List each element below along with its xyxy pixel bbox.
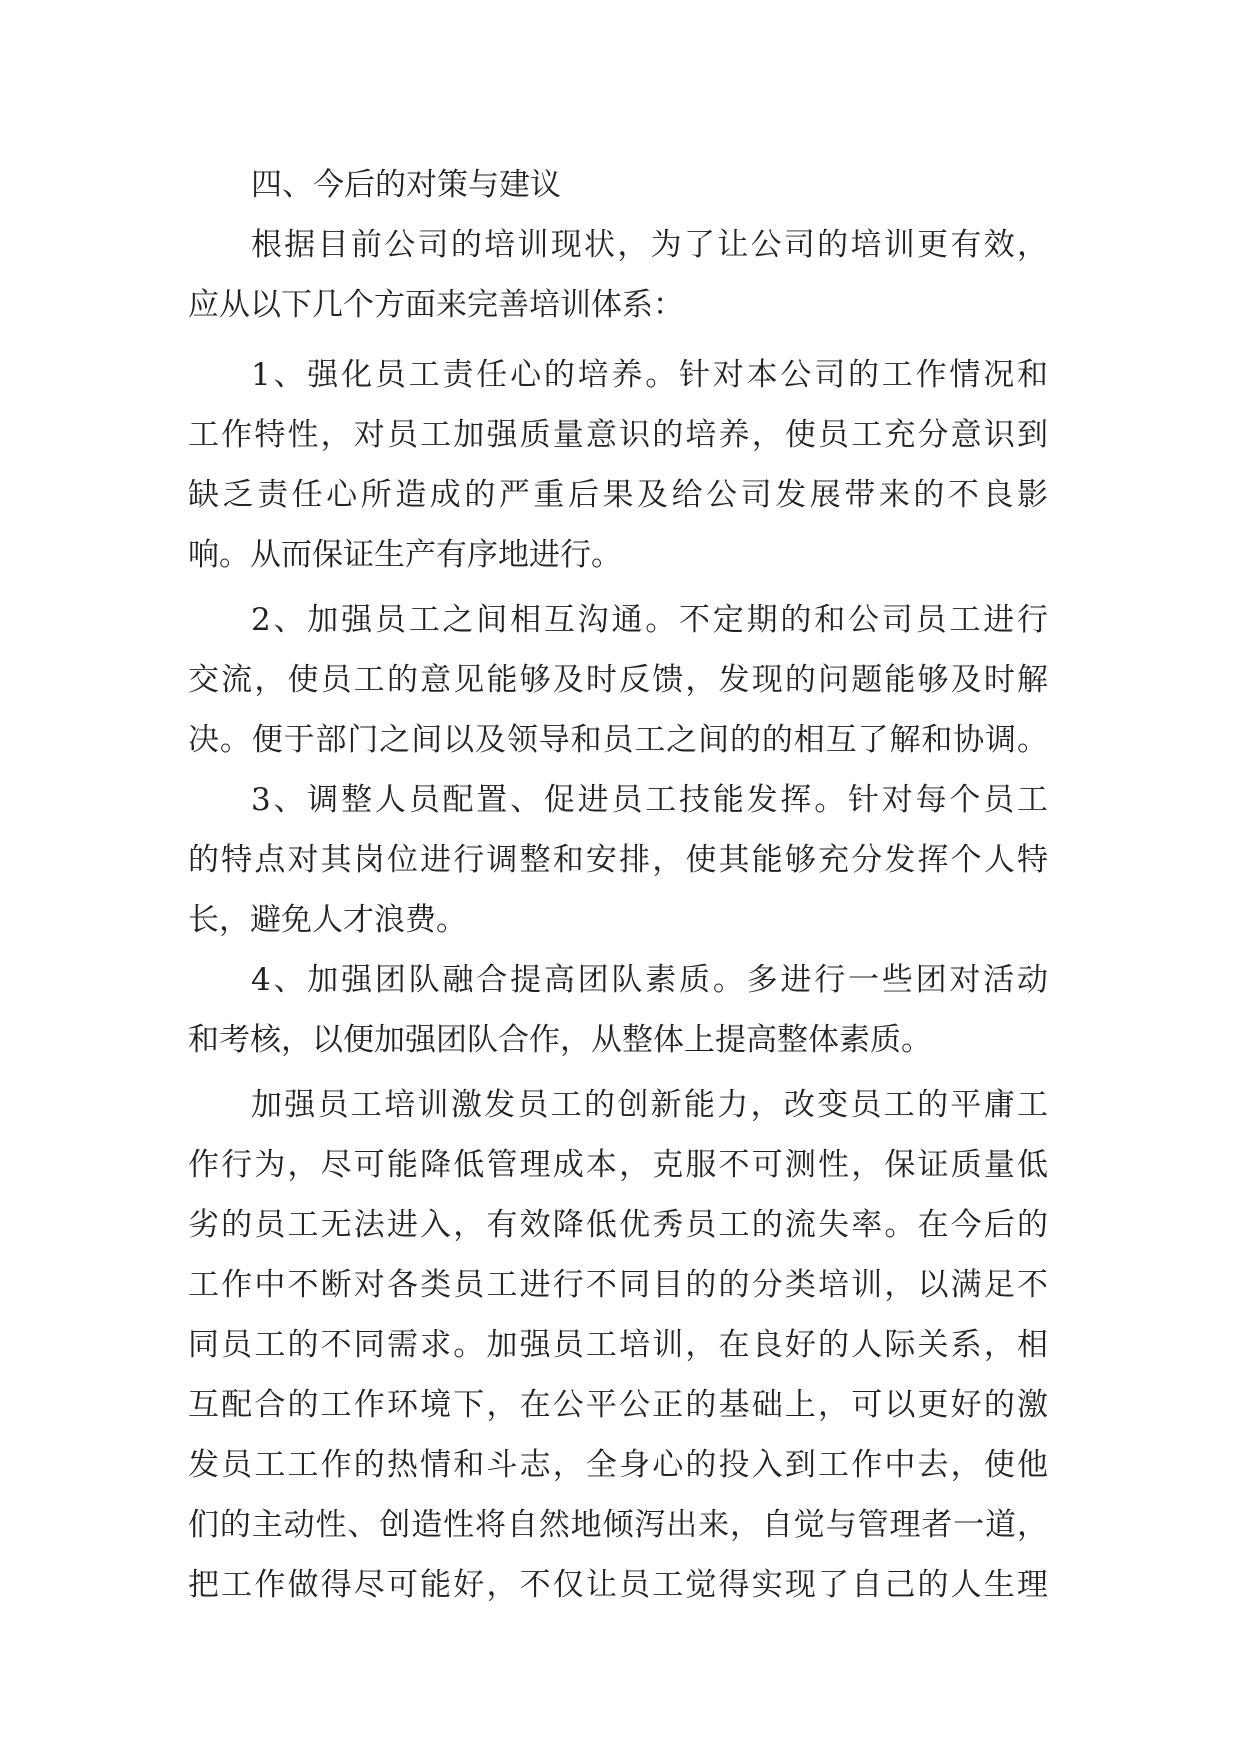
paragraph-line: 2、加强员工之间相互沟通。不定期的和公司员工进行 xyxy=(251,602,1048,638)
paragraph-line: 应从以下几个方面来完善培训体系： xyxy=(188,287,684,323)
paragraph-line: 长，避免人才浪费。 xyxy=(188,902,467,938)
paragraph-line: 响。从而保证生产有序地进行。 xyxy=(188,537,622,573)
paragraph-line: 发员工工作的热情和斗志，全身心的投入到工作中去，使他 xyxy=(188,1447,1048,1483)
paragraph-line: 决。便于部门之间以及领导和员工之间的的相互了解和协调。 xyxy=(188,722,1048,758)
paragraph-line: 同员工的不同需求。加强员工培训，在良好的人际关系，相 xyxy=(188,1327,1048,1363)
paragraph-line: 4、加强团队融合提高团队素质。多进行一些团对活动 xyxy=(251,962,1048,998)
paragraph-line: 3、调整人员配置、促进员工技能发挥。针对每个员工 xyxy=(251,782,1048,818)
paragraph-line: 工作中不断对各类员工进行不同目的的分类培训，以满足不 xyxy=(188,1267,1048,1303)
paragraph-line: 的特点对其岗位进行调整和安排，使其能够充分发挥个人特 xyxy=(188,842,1048,878)
paragraph-line: 交流，使员工的意见能够及时反馈，发现的问题能够及时解 xyxy=(188,662,1048,698)
paragraph-line: 们的主动性、创造性将自然地倾泻出来，自觉与管理者一道， xyxy=(188,1507,1048,1543)
paragraph-line: 劣的员工无法进入，有效降低优秀员工的流失率。在今后的 xyxy=(188,1207,1048,1243)
paragraph-line: 互配合的工作环境下，在公平公正的基础上，可以更好的激 xyxy=(188,1387,1048,1423)
paragraph-line: 根据目前公司的培训现状，为了让公司的培训更有效， xyxy=(251,227,1048,263)
section-heading: 四、今后的对策与建议 xyxy=(251,167,561,203)
paragraph-line: 工作特性，对员工加强质量意识的培养，使员工充分意识到 xyxy=(188,417,1048,453)
paragraph-line: 把工作做得尽可能好，不仅让员工觉得实现了自己的人生理 xyxy=(188,1567,1048,1603)
paragraph-line: 和考核，以便加强团队合作，从整体上提高整体素质。 xyxy=(188,1022,932,1058)
paragraph-line: 加强员工培训激发员工的创新能力，改变员工的平庸工 xyxy=(251,1087,1048,1123)
paragraph-line: 作行为，尽可能降低管理成本，克服不可测性，保证质量低 xyxy=(188,1147,1048,1183)
paragraph-line: 1、强化员工责任心的培养。针对本公司的工作情况和 xyxy=(251,357,1048,393)
paragraph-line: 缺乏责任心所造成的严重后果及给公司发展带来的不良影 xyxy=(188,477,1048,513)
